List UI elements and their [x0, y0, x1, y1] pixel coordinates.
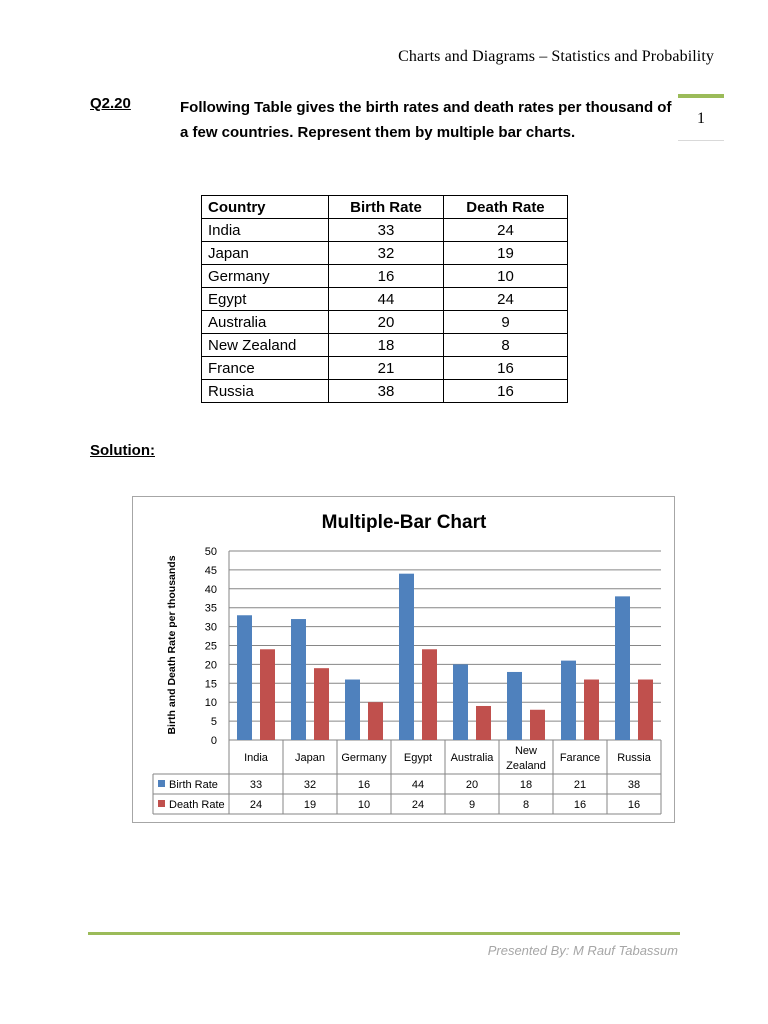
cell-death-rate: 16: [443, 380, 567, 403]
data-table-value: 9: [468, 799, 476, 811]
multiple-bar-chart: [132, 496, 675, 823]
table-row: [202, 219, 568, 242]
bar-death-rate: [314, 668, 329, 740]
data-table-value: 18: [519, 779, 533, 791]
cell-birth-rate: 21: [329, 357, 444, 380]
page-number: 1: [697, 110, 705, 127]
y-tick-label: 45: [204, 564, 217, 577]
bar-birth-rate: [507, 672, 522, 740]
table-row: [202, 380, 568, 403]
x-category-label: Germany: [341, 752, 387, 764]
page-number-box: [678, 94, 724, 141]
y-tick-label: 40: [204, 583, 217, 596]
legend-label: Death Rate: [169, 799, 225, 811]
y-axis-label: Birth and Death Rate per thousands: [166, 555, 178, 735]
cell-country: Japan: [202, 242, 329, 265]
x-category-label: India: [244, 752, 268, 764]
x-category-label: Egypt: [403, 752, 433, 764]
data-table-value: 32: [303, 779, 317, 791]
table-header-birth-rate: Birth Rate: [329, 196, 444, 219]
cell-birth-rate: 18: [329, 334, 444, 357]
y-tick-label: 10: [204, 697, 217, 710]
cell-country: Australia: [202, 311, 329, 334]
bar-birth-rate: [345, 680, 360, 740]
data-table-value: 44: [411, 779, 425, 791]
data-table-value: 21: [573, 779, 587, 791]
cell-birth-rate: 32: [329, 242, 444, 265]
bar-death-rate: [584, 680, 599, 740]
y-tick-label: 50: [204, 546, 217, 558]
legend-swatch-birth-rate: [158, 780, 165, 787]
cell-birth-rate: 16: [329, 265, 444, 288]
chart-canvas: [133, 497, 676, 824]
cell-country: Egypt: [202, 288, 329, 311]
cell-death-rate: 16: [443, 357, 567, 380]
cell-country: India: [202, 219, 329, 242]
bar-death-rate: [476, 706, 491, 740]
y-tick-label: 25: [204, 640, 217, 653]
data-table-value: 33: [249, 779, 263, 791]
cell-birth-rate: 33: [329, 219, 444, 242]
bar-death-rate: [260, 649, 275, 740]
table-row: [202, 311, 568, 334]
x-category-label: Russia: [617, 752, 651, 764]
chart-title: Multiple-Bar Chart: [321, 512, 487, 533]
table-row: [202, 288, 568, 311]
bar-birth-rate: [561, 661, 576, 740]
bar-birth-rate: [399, 574, 414, 740]
data-table: [201, 195, 568, 403]
bar-birth-rate: [453, 664, 468, 740]
legend-label: Birth Rate: [169, 779, 218, 791]
cell-death-rate: 19: [443, 242, 567, 265]
y-tick-label: 30: [204, 621, 217, 634]
cell-death-rate: 24: [443, 288, 567, 311]
table-header-country: Country: [202, 196, 329, 219]
data-table-value: 16: [573, 799, 587, 811]
cell-death-rate: 8: [443, 334, 567, 357]
data-table-value: 16: [357, 779, 371, 791]
table-row: [202, 334, 568, 357]
data-table-value: 24: [411, 799, 425, 811]
cell-country: Germany: [202, 265, 329, 288]
bar-birth-rate: [237, 615, 252, 740]
table-body: [202, 219, 568, 403]
footer-rule: [88, 932, 680, 935]
table-header-death-rate: Death Rate: [443, 196, 567, 219]
y-tick-label: 20: [204, 659, 217, 672]
question-number: Q2.20: [90, 95, 131, 112]
y-tick-label: 0: [210, 735, 217, 747]
bar-birth-rate: [615, 596, 630, 740]
x-category-label-line: New: [514, 745, 538, 757]
footer-credit: Presented By: M Rauf Tabassum: [487, 943, 678, 958]
data-table-value: 20: [465, 779, 479, 791]
solution-label: Solution:: [90, 442, 155, 459]
table-row: [202, 357, 568, 380]
bar-death-rate: [422, 649, 437, 740]
running-header: Charts and Diagrams – Statistics and Probability: [398, 48, 714, 65]
bar-death-rate: [530, 710, 545, 740]
data-table-value: 8: [522, 799, 530, 811]
bar-death-rate: [638, 680, 653, 740]
data-table-value: 38: [627, 779, 641, 791]
cell-birth-rate: 44: [329, 288, 444, 311]
y-tick-label: 5: [210, 716, 217, 729]
cell-birth-rate: 20: [329, 311, 444, 334]
table-row: [202, 265, 568, 288]
cell-country: New Zealand: [202, 334, 329, 357]
legend-swatch-death-rate: [158, 800, 165, 807]
data-table-value: 24: [249, 799, 263, 811]
question-text: Following Table gives the birth rates and death rates per thousand of a few countries. Represent them by multiple bar charts.: [180, 99, 672, 141]
data-table-value: 10: [357, 799, 371, 811]
bar-death-rate: [368, 702, 383, 740]
cell-birth-rate: 38: [329, 380, 444, 403]
data-table-value: 19: [303, 799, 317, 811]
table-row: [202, 242, 568, 265]
data-table-value: 16: [627, 799, 641, 811]
cell-death-rate: 9: [443, 311, 567, 334]
x-category-label: Australia: [450, 752, 494, 764]
bar-birth-rate: [291, 619, 306, 740]
cell-country: France: [202, 357, 329, 380]
x-category-label: Farance: [559, 752, 601, 764]
cell-death-rate: 10: [443, 265, 567, 288]
y-tick-label: 15: [204, 678, 217, 691]
y-tick-label: 35: [204, 602, 217, 615]
x-category-label-line: Zealand: [506, 760, 546, 772]
x-category-label: Japan: [295, 752, 325, 764]
cell-death-rate: 24: [443, 219, 567, 242]
table-header-row: [202, 196, 568, 219]
cell-country: Russia: [202, 380, 329, 403]
